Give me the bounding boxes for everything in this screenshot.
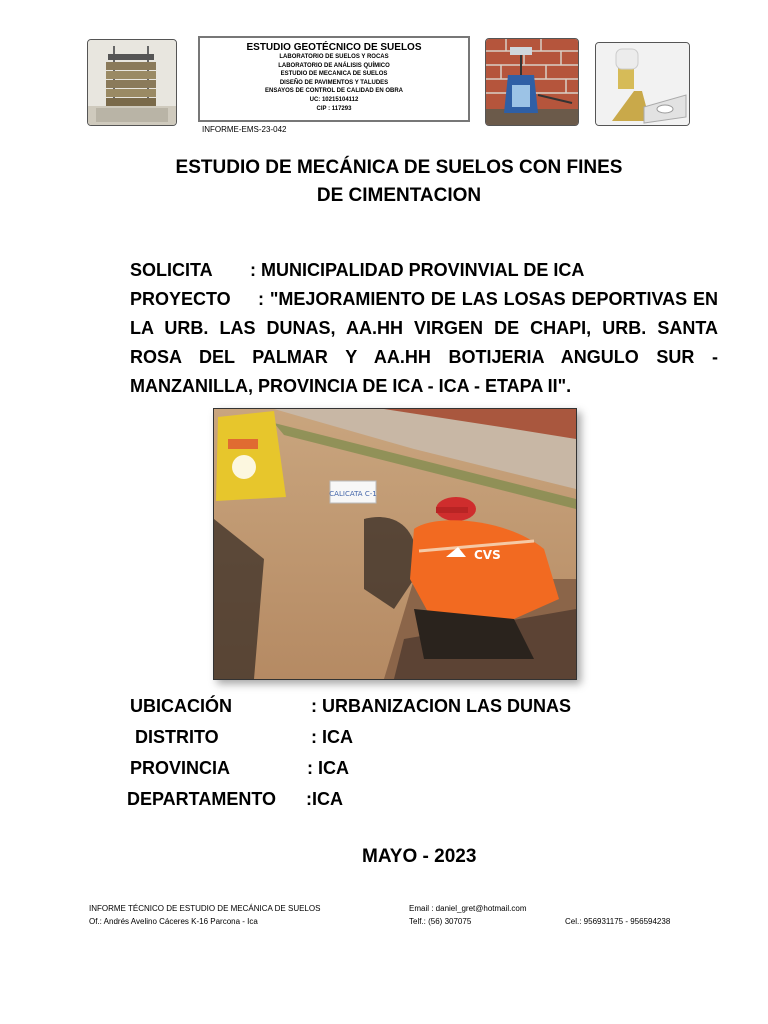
lab-service-line: LABORATORIO DE ANÁLISIS QUÍMICO [278,62,390,69]
proyecto-value: : "MEJORAMIENTO DE LAS LOSAS DEPORTIVAS EN LA URB. LAS DUNAS, AA.HH VIRGEN DE CHAPI, URB. SANTA ROSA DEL PALMAR Y AA.HH BOTIJERIA ANGULO SUR - MANZANILLA, PROVINCIA DE ICA - ICA - ETAPA II". [130,289,718,396]
proyecto-paragraph [130,285,718,401]
report-code: INFORME-EMS-23-042 [202,125,287,134]
ubicacion-label: UBICACIÓN [130,696,232,716]
footer-phone: Telf.: (56) 307075 [409,917,472,926]
provincia-value: : ICA [307,758,349,778]
footer-cell: Cel.: 956931175 - 956594238 [565,917,671,926]
sieve-stack-image [87,39,177,126]
lab-cip-number: CIP : 117293 [316,105,352,112]
ubicacion-value: : URBANIZACION LAS DUNAS [311,696,571,716]
laboratory-header-box [198,36,470,122]
solicita-label: SOLICITA [130,260,213,280]
document-title [0,154,768,210]
lab-service-line: LABORATORIO DE SUELOS Y ROCAS [279,54,389,60]
pit-sign-text: CALICATA C-1 [329,490,377,498]
title-line-1: ESTUDIO DE MECÁNICA DE SUELOS CON FINES [175,157,623,178]
lab-name: ESTUDIO GEOTÉCNICO DE SUELOS [246,42,422,53]
vest-logo-text: CVS [474,548,501,562]
lab-service-line: ENSAYOS DE CONTROL DE CALIDAD EN OBRA [264,88,403,95]
footer-email: Email : daniel_gret@hotmail.com [409,904,527,913]
lab-service-line: ESTUDIO DE MECANICA DE SUELOS [280,71,388,78]
footer-address: Of.: Andrés Avelino Cáceres K-16 Parcona - Ica [89,917,258,926]
proyecto-label: PROYECTO [130,289,231,309]
distrito-value: : ICA [311,727,353,747]
provincia-label: PROVINCIA [130,758,231,778]
departamento-label: DEPARTAMENTO [127,789,277,809]
title-line-2: DE CIMENTACION [316,185,482,206]
lab-uc-number: UC: 10215104112 [309,96,359,103]
distrito-label: DISTRITO [135,727,219,747]
departamento-value: :ICA [306,789,343,809]
footer-report-title: INFORME TÉCNICO DE ESTUDIO DE MECÁNICA DE SUELOS [89,904,321,913]
lab-service-line: DISEÑO DE PAVIMENTOS Y TALUDES [279,79,389,86]
solicita-value: : MUNICIPALIDAD PROVINVIAL DE ICA [250,260,585,280]
report-date: MAYO - 2023 [362,846,477,867]
lab-apparatus-image [485,38,579,126]
test-pit-photo [213,408,577,680]
sand-cone-image [595,42,690,126]
